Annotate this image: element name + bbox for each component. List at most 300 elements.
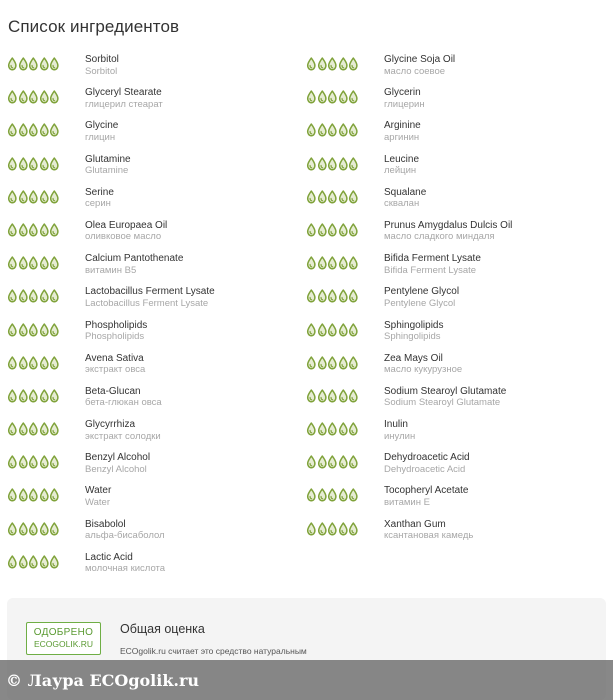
drop-icon: [39, 356, 50, 370]
drop-icon: [28, 289, 39, 303]
ingredient-row[interactable]: [306, 184, 606, 217]
drop-icon: [28, 356, 39, 370]
drop-icon: [7, 455, 18, 469]
rating-drops: [306, 317, 384, 337]
ingredient-names: [384, 516, 473, 542]
ingredient-row[interactable]: [7, 283, 307, 316]
ingredient-row[interactable]: [7, 350, 307, 383]
ingredient-names: [85, 217, 167, 243]
drop-icon: [327, 57, 338, 71]
drop-icon: [306, 522, 317, 536]
drop-icon: [18, 123, 29, 137]
ingredient-name[interactable]: Serine: [85, 186, 114, 198]
ingredient-name[interactable]: Sphingolipids: [384, 319, 444, 331]
ingredient-row[interactable]: [306, 283, 606, 316]
drop-icon: [28, 455, 39, 469]
rating-drops: [306, 283, 384, 303]
drop-icon: [348, 57, 359, 71]
rating-drops: [7, 151, 85, 171]
ingredient-alt-name: ксантановая камедь: [384, 530, 474, 542]
ingredient-name[interactable]: Zea Mays Oil: [384, 352, 443, 364]
ingredient-row[interactable]: [7, 549, 307, 582]
drop-icon: [327, 455, 338, 469]
drop-icon: [327, 488, 338, 502]
ingredient-names: [85, 516, 165, 542]
ingredient-row[interactable]: [7, 117, 307, 150]
rating-drops: [7, 516, 85, 536]
ingredient-names: [384, 117, 421, 143]
ingredient-row[interactable]: [306, 250, 606, 283]
drop-icon: [7, 289, 18, 303]
ingredient-row[interactable]: [7, 516, 307, 549]
ingredient-name[interactable]: Lactic Acid: [85, 551, 133, 563]
rating-drops: [7, 250, 85, 270]
drop-icon: [327, 123, 338, 137]
drop-icon: [28, 123, 39, 137]
drop-icon: [306, 157, 317, 171]
ingredient-alt-name: Sphingolipids: [384, 331, 441, 342]
drop-icon: [28, 522, 39, 536]
drop-icon: [39, 57, 50, 71]
drop-icon: [18, 256, 29, 270]
drop-icon: [49, 522, 60, 536]
drop-icon: [7, 57, 18, 71]
drop-icon: [7, 123, 18, 137]
drop-icon: [49, 223, 60, 237]
ingredient-name[interactable]: Xanthan Gum: [384, 518, 446, 530]
drop-icon: [306, 57, 317, 71]
drop-icon: [306, 323, 317, 337]
rating-drops: [306, 184, 384, 204]
drop-icon: [317, 356, 328, 370]
ingredient-alt-name: Dehydroacetic Acid: [384, 463, 466, 475]
drop-icon: [49, 389, 60, 403]
ingredient-alt-name: серин: [85, 198, 111, 210]
drop-icon: [18, 223, 29, 237]
drop-icon: [348, 223, 359, 237]
drop-icon: [28, 256, 39, 270]
ingredient-names: [85, 317, 147, 343]
drop-icon: [18, 57, 29, 71]
drop-icon: [306, 389, 317, 403]
badge-line-2: ECOGOLIK.RU: [33, 639, 94, 649]
ingredient-alt-name: сквалан: [384, 198, 420, 210]
ingredient-names: [384, 184, 426, 210]
ingredient-row[interactable]: [306, 117, 606, 150]
drop-icon: [18, 190, 29, 204]
ingredient-name[interactable]: Dehydroacetic Acid: [384, 452, 470, 464]
ingredient-alt-name: Lactobacillus Ferment Lysate: [85, 297, 209, 309]
rating-drops: [306, 482, 384, 502]
drop-icon: [49, 190, 60, 204]
page-title: Список ингредиентов: [8, 17, 180, 36]
rating-drops: [7, 317, 85, 337]
drop-icon: [18, 488, 29, 502]
rating-drops: [306, 416, 384, 436]
drop-icon: [28, 488, 39, 502]
drop-icon: [338, 256, 349, 270]
drop-icon: [338, 123, 349, 137]
ingredient-name[interactable]: Beta-Glucan: [85, 385, 141, 397]
drop-icon: [18, 455, 29, 469]
drop-icon: [306, 223, 317, 237]
ingredient-row[interactable]: [306, 317, 606, 350]
drop-icon: [348, 90, 359, 104]
ingredient-name[interactable]: Glutamine: [85, 153, 131, 165]
ingredient-name[interactable]: Arginine: [384, 120, 421, 132]
drop-icon: [7, 323, 18, 337]
ingredient-row[interactable]: [7, 184, 307, 217]
ingredient-names: [384, 217, 512, 243]
ingredient-names: [85, 250, 183, 276]
drop-icon: [327, 90, 338, 104]
drop-icon: [338, 223, 349, 237]
ingredient-names: [85, 482, 111, 508]
ingredient-names: [384, 482, 469, 508]
drop-icon: [306, 455, 317, 469]
ingredient-name[interactable]: Prunus Amygdalus Dulcis Oil: [384, 219, 513, 231]
drop-icon: [348, 455, 359, 469]
rating-drops: [7, 416, 85, 436]
ingredient-row[interactable]: [306, 383, 606, 416]
drop-icon: [7, 256, 18, 270]
drop-icon: [317, 289, 328, 303]
rating-drops: [7, 217, 85, 237]
ingredient-name[interactable]: Pentylene Glycol: [384, 286, 460, 298]
ingredient-row[interactable]: [306, 482, 606, 515]
ingredient-names: [384, 317, 444, 343]
ingredient-names: [384, 84, 425, 110]
drop-icon: [7, 389, 18, 403]
drop-icon: [306, 356, 317, 370]
drop-icon: [348, 488, 359, 502]
rating-drops: [7, 350, 85, 370]
ingredient-row[interactable]: [306, 217, 606, 250]
ingredient-names: [85, 51, 119, 77]
ingredient-row[interactable]: [7, 250, 307, 283]
drop-icon: [7, 90, 18, 104]
drop-icon: [18, 522, 29, 536]
ingredient-names: [85, 416, 161, 442]
drop-icon: [327, 422, 338, 436]
drop-icon: [49, 422, 60, 436]
ingredient-name[interactable]: Olea Europaea Oil: [85, 219, 168, 231]
approved-badge: [26, 622, 101, 655]
rating-drops: [7, 283, 85, 303]
drop-icon: [327, 289, 338, 303]
ingredients-column-right: [306, 51, 606, 549]
ingredient-row[interactable]: [7, 383, 307, 416]
drop-icon: [39, 223, 50, 237]
ingredient-name[interactable]: Squalane: [384, 186, 427, 198]
ingredient-alt-name: Pentylene Glycol: [384, 297, 456, 309]
ingredient-names: [384, 151, 419, 177]
drop-icon: [306, 90, 317, 104]
drop-icon: [317, 389, 328, 403]
drop-icon: [338, 323, 349, 337]
drop-icon: [18, 422, 29, 436]
rating-drops: [7, 549, 85, 569]
drop-icon: [18, 157, 29, 171]
drop-icon: [28, 223, 39, 237]
ingredient-alt-name: масло соевое: [384, 65, 446, 77]
drop-icon: [39, 522, 50, 536]
drop-icon: [306, 488, 317, 502]
drop-icon: [39, 555, 50, 569]
drop-icon: [18, 323, 29, 337]
ingredient-row[interactable]: [306, 51, 606, 84]
watermark-bar: [0, 660, 613, 700]
ingredient-alt-name: инулин: [384, 430, 416, 442]
ingredient-name[interactable]: Leucine: [384, 153, 420, 165]
ingredient-name[interactable]: Calcium Pantothenate: [85, 253, 184, 265]
drop-icon: [7, 223, 18, 237]
drop-icon: [49, 90, 60, 104]
rating-drops: [306, 151, 384, 171]
rating-drops: [7, 482, 85, 502]
drop-icon: [306, 190, 317, 204]
ingredient-alt-name: экстракт овса: [85, 364, 146, 376]
ingredient-row[interactable]: [306, 151, 606, 184]
drop-icon: [18, 90, 29, 104]
drop-icon: [7, 555, 18, 569]
ingredient-row[interactable]: [7, 217, 307, 250]
ingredient-row[interactable]: [7, 84, 307, 117]
ingredient-name[interactable]: Avena Sativa: [85, 352, 144, 364]
ingredient-alt-name: Phospholipids: [85, 331, 145, 342]
ingredient-name[interactable]: Lactobacillus Ferment Lysate: [85, 286, 215, 298]
drop-icon: [49, 256, 60, 270]
ingredient-row[interactable]: [7, 317, 307, 350]
summary-description: ECOgolik.ru считает это средство натуральным: [120, 646, 307, 656]
drop-icon: [7, 157, 18, 171]
drop-icon: [39, 157, 50, 171]
drop-icon: [49, 555, 60, 569]
drop-icon: [317, 256, 328, 270]
ingredient-alt-name: глицин: [85, 131, 116, 143]
ingredient-row[interactable]: [7, 416, 307, 449]
drop-icon: [317, 522, 328, 536]
rating-drops: [7, 449, 85, 469]
drop-icon: [317, 422, 328, 436]
drop-icon: [327, 256, 338, 270]
drop-icon: [338, 522, 349, 536]
drop-icon: [49, 123, 60, 137]
ingredient-name[interactable]: Glycerin: [384, 87, 421, 99]
drop-icon: [327, 223, 338, 237]
drop-icon: [338, 488, 349, 502]
rating-drops: [7, 51, 85, 71]
ingredient-name[interactable]: Glyceryl Stearate: [85, 87, 162, 99]
ingredient-names: [85, 549, 165, 575]
drop-icon: [348, 422, 359, 436]
rating-drops: [7, 184, 85, 204]
ingredient-name[interactable]: Tocopheryl Acetate: [384, 485, 469, 497]
drop-icon: [317, 190, 328, 204]
drop-icon: [338, 90, 349, 104]
drop-icon: [348, 157, 359, 171]
drop-icon: [28, 422, 39, 436]
ingredient-names: [85, 283, 215, 309]
ingredient-names: [384, 283, 459, 309]
ingredient-alt-name: оливковое масло: [85, 231, 162, 243]
ingredient-alt-name: Benzyl Alcohol: [85, 463, 147, 475]
ingredient-name[interactable]: Inulin: [384, 419, 408, 431]
ingredient-names: [384, 51, 455, 77]
drop-icon: [338, 455, 349, 469]
ingredient-alt-name: Water: [85, 496, 110, 508]
drop-icon: [18, 389, 29, 403]
ingredient-alt-name: аргинин: [384, 131, 420, 143]
ingredient-alt-name: глицерин: [384, 98, 425, 110]
watermark-text: © Лаура ECOgolik.ru: [6, 671, 200, 690]
drop-icon: [338, 190, 349, 204]
drop-icon: [348, 522, 359, 536]
drop-icon: [28, 555, 39, 569]
drop-icon: [39, 488, 50, 502]
ingredient-name[interactable]: Water: [85, 485, 112, 497]
ingredient-row[interactable]: [7, 449, 307, 482]
rating-drops: [306, 250, 384, 270]
drop-icon: [317, 123, 328, 137]
drop-icon: [7, 422, 18, 436]
drop-icon: [317, 488, 328, 502]
ingredient-row[interactable]: [306, 350, 606, 383]
ingredient-name[interactable]: Sorbitol: [85, 54, 119, 65]
drop-icon: [28, 389, 39, 403]
rating-drops: [7, 383, 85, 403]
ingredients-column-left: [7, 51, 307, 582]
drop-icon: [348, 190, 359, 204]
ingredient-names: [85, 84, 163, 110]
drop-icon: [338, 389, 349, 403]
drop-icon: [348, 389, 359, 403]
ingredient-alt-name: Bifida Ferment Lysate: [384, 264, 477, 276]
drop-icon: [338, 57, 349, 71]
drop-icon: [49, 356, 60, 370]
ingredient-name[interactable]: Glycine: [85, 120, 119, 132]
ingredient-row[interactable]: [306, 449, 606, 482]
ingredient-names: [85, 151, 131, 177]
ingredient-name[interactable]: Glycyrrhiza: [85, 419, 136, 431]
rating-drops: [306, 117, 384, 137]
drop-icon: [39, 289, 50, 303]
ingredient-name[interactable]: Sodium Stearoyl Glutamate: [384, 385, 507, 397]
drop-icon: [327, 157, 338, 171]
ingredient-names: [85, 350, 145, 376]
drop-icon: [28, 190, 39, 204]
drop-icon: [39, 256, 50, 270]
ingredient-row[interactable]: [306, 516, 606, 549]
drop-icon: [7, 488, 18, 502]
ingredient-row[interactable]: [306, 84, 606, 117]
rating-drops: [306, 51, 384, 71]
ingredient-names: [384, 416, 415, 442]
badge-line-1: ОДОБРЕНО: [33, 627, 94, 638]
drop-icon: [348, 356, 359, 370]
ingredient-name[interactable]: Phospholipids: [85, 319, 148, 331]
drop-icon: [49, 323, 60, 337]
drop-icon: [39, 323, 50, 337]
drop-icon: [7, 522, 18, 536]
drop-icon: [49, 157, 60, 171]
drop-icon: [327, 389, 338, 403]
ingredient-name[interactable]: Benzyl Alcohol: [85, 452, 151, 464]
ingredient-alt-name: масло сладкого миндаля: [384, 231, 495, 243]
ingredient-name[interactable]: Bisabolol: [85, 518, 126, 530]
rating-drops: [7, 84, 85, 104]
drop-icon: [348, 323, 359, 337]
ingredient-alt-name: витамин B5: [85, 264, 137, 276]
drop-icon: [18, 356, 29, 370]
ingredient-row[interactable]: [7, 482, 307, 515]
drop-icon: [317, 57, 328, 71]
drop-icon: [39, 123, 50, 137]
ingredient-alt-name: альфа-бисаболол: [85, 530, 165, 542]
ingredient-alt-name: глицерил стеарат: [85, 98, 163, 110]
ingredient-row[interactable]: [7, 151, 307, 184]
rating-drops: [306, 516, 384, 536]
ingredient-name[interactable]: Bifida Ferment Lysate: [384, 253, 481, 265]
summary-title: Общая оценка: [120, 622, 205, 636]
drop-icon: [49, 455, 60, 469]
drop-icon: [317, 90, 328, 104]
drop-icon: [39, 389, 50, 403]
drop-icon: [7, 356, 18, 370]
drop-icon: [317, 455, 328, 469]
drop-icon: [348, 289, 359, 303]
drop-icon: [338, 422, 349, 436]
ingredient-names: [384, 383, 506, 409]
ingredient-alt-name: лейцин: [384, 165, 417, 177]
ingredient-name[interactable]: Glycine Soja Oil: [384, 54, 456, 65]
ingredient-alt-name: молочная кислота: [85, 563, 166, 575]
drop-icon: [338, 157, 349, 171]
drop-icon: [28, 157, 39, 171]
ingredient-names: [384, 350, 462, 376]
ingredient-names: [384, 250, 481, 276]
drop-icon: [39, 455, 50, 469]
drop-icon: [18, 555, 29, 569]
drop-icon: [327, 356, 338, 370]
ingredient-alt-name: масло кукурузное: [384, 364, 463, 376]
rating-drops: [306, 449, 384, 469]
drop-icon: [18, 289, 29, 303]
ingredient-names: [85, 184, 114, 210]
rating-drops: [7, 117, 85, 137]
drop-icon: [338, 289, 349, 303]
drop-icon: [28, 90, 39, 104]
drop-icon: [7, 190, 18, 204]
ingredient-names: [85, 117, 118, 143]
drop-icon: [317, 323, 328, 337]
drop-icon: [39, 90, 50, 104]
drop-icon: [327, 522, 338, 536]
ingredient-names: [85, 449, 150, 475]
ingredient-row[interactable]: [7, 51, 307, 84]
ingredient-alt-name: Glutamine: [85, 165, 129, 177]
drop-icon: [306, 123, 317, 137]
drop-icon: [39, 422, 50, 436]
ingredient-names: [384, 449, 470, 475]
ingredient-row[interactable]: [306, 416, 606, 449]
ingredient-names: [85, 383, 162, 409]
drop-icon: [49, 289, 60, 303]
drop-icon: [327, 323, 338, 337]
rating-drops: [306, 350, 384, 370]
drop-icon: [317, 157, 328, 171]
drop-icon: [49, 488, 60, 502]
